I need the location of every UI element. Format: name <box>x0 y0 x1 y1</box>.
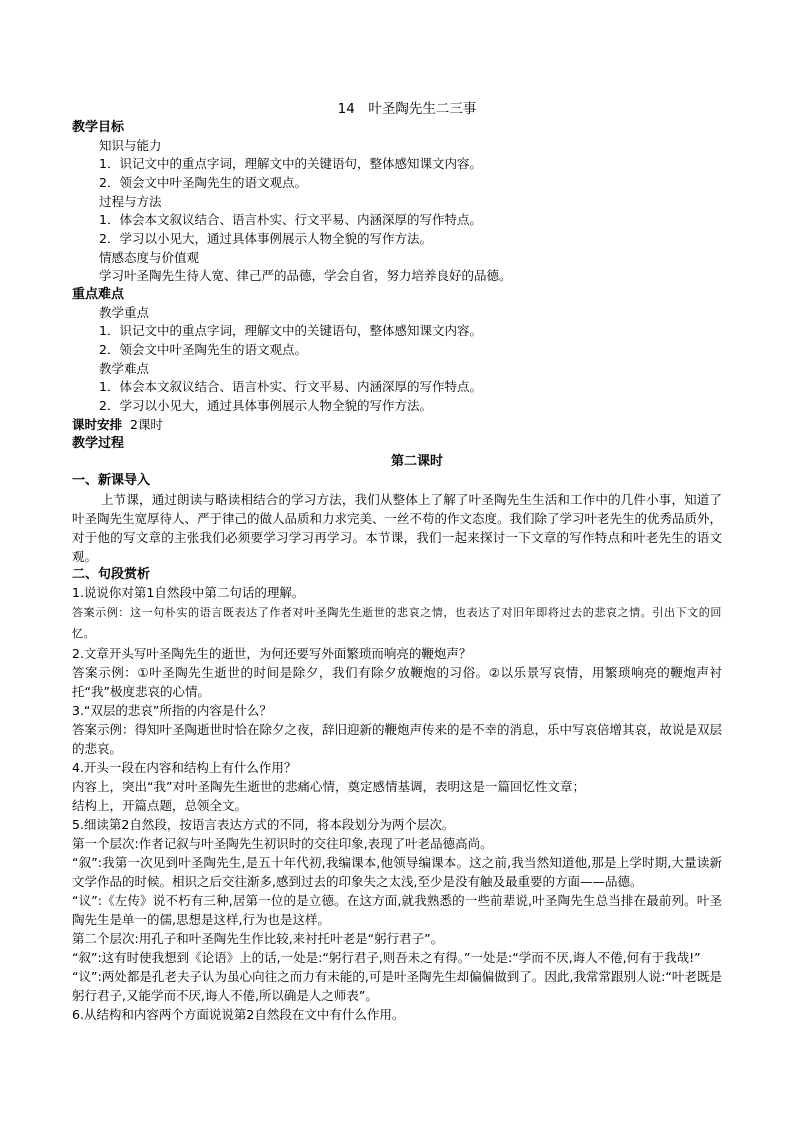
schedule-value: 2课时 <box>122 416 163 432</box>
goals-item: 2．学习以小见大，通过具体事例展示人物全貌的写作方法。 <box>99 231 432 247</box>
analysis-heading: 二、句段赏析 <box>72 566 151 582</box>
process-heading: 教学过程 <box>72 435 125 451</box>
goals-item: 学习叶圣陶先生待人宽、律己严的品德，学会自省，努力培养良好的品德。 <box>99 268 512 284</box>
difficulty-subheading: 教学难点 <box>99 360 150 376</box>
intro-paragraph: 上节课，通过朗读与略读相结合的学习方法，我们从整体上了解了叶圣陶先生生活和工作中的几件小事，知道了叶圣陶先生宽厚待人、严于律己的做人品质和力求完美、一丝不苟的作文态度。我们除了学习叶老先生的优秀品质外，对于他的写文章的主张我们必须要学习学习再学习。本节课，我们一起来探讨一下文章的写作特点和叶老先生的语文观。 <box>72 491 723 564</box>
question: 5.细读第2自然段，按语言表达方式的不同，将本段划分为两个层次。 <box>72 817 455 833</box>
schedule-line <box>72 416 722 435</box>
answer: 答案示例：①叶圣陶先生逝世的时间是除夕，我们有除夕放鞭炮的习俗。②以乐景写哀情，用繁琐响亮的鞭炮声衬托“我”极度悲哀的心情。 <box>72 665 722 700</box>
schedule-heading: 课时安排 <box>72 416 123 432</box>
goals-heading: 教学目标 <box>72 120 125 135</box>
goals-item: 1．体会本文叙议结合、语言朴实、行文平易、内涵深厚的写作特点。 <box>99 212 482 228</box>
question: 1.说说你对第1自然段中第二句话的理解。 <box>72 585 305 601</box>
lesson-title: 第二课时 <box>390 454 443 470</box>
key-points-heading: 重点难点 <box>72 287 125 303</box>
intro-heading: 一、新课导入 <box>72 473 151 489</box>
narration-two: “叙”:这有时使我想到《论语》上的话,一处是:“躬行君子,则吾未之有得。”一处是:“学而不厌,诲人不倦,何有于我哉!” <box>72 950 701 966</box>
goals-subheading-emotion: 情感态度与价值观 <box>99 249 200 265</box>
narration-one: “叙”:我第一次见到叶圣陶先生,是五十年代初,我编课本,他领导编课本。这之前,我当然知道他,那是上学时期,大量读新文学作品的时候。相识之后交往渐多,感到过去的印象失之太浅,至少是没有触及最重要的方面——品德。 <box>72 855 722 890</box>
page-title: 14 叶圣陶先生二三事 <box>337 101 477 117</box>
key-item: 2．领会文中叶圣陶先生的语文观点。 <box>99 342 307 358</box>
goals-item: 2．领会文中叶圣陶先生的语文观点。 <box>99 174 307 190</box>
question: 4.开头一段在内容和结构上有什么作用？ <box>72 760 297 776</box>
layer-one: 第一个层次:作者记叙与叶圣陶先生初识时的交往印象,表现了叶老品德高尚。 <box>72 836 493 852</box>
question: 3.“双层的悲哀”所指的内容是什么？ <box>72 703 272 719</box>
difficulty-item: 2．学习以小见大，通过具体事例展示人物全貌的写作方法。 <box>99 398 432 414</box>
answer: 答案示例：这一句朴实的语言既表达了作者对叶圣陶先生逝世的悲哀之情，也表达了对旧年即将过去的悲哀之情。引出下文的回忆。 <box>72 606 722 641</box>
argument-one: “议”:《左传》说不朽有三种,居第一位的是立德。在这方面,就我熟悉的一些前辈说,叶圣陶先生总当排在最前列。叶圣陶先生是单一的儒,思想是这样,行为也是这样。 <box>72 893 722 928</box>
argument-two: “议”:两处都是孔老夫子认为虽心向往之而力有未能的,可是叶圣陶先生却偏偏做到了。因此,我常常跟别人说:“叶老既是躬行君子,又能学而不厌,诲人不倦,所以确是人之师表”。 <box>72 969 722 1004</box>
answer-structure: 结构上，开篇点题，总领全文。 <box>72 798 248 814</box>
goals-subheading-knowledge: 知识与能力 <box>99 137 162 153</box>
question: 6.从结构和内容两个方面说说第2自然段在文中有什么作用。 <box>72 1007 405 1023</box>
answer: 答案示例：得知叶圣陶逝世时恰在除夕之夜，辞旧迎新的鞭炮声传来的是不幸的消息，乐中写哀倍增其哀，故说是双层的悲哀。 <box>72 722 723 757</box>
answer-content: 内容上，突出“我”对叶圣陶先生逝世的悲痛心情，奠定感情基调，表明这是一篇回忆性文章； <box>72 779 585 795</box>
goals-item: 1．识记文中的重点字词，理解文中的关键语句，整体感知课文内容。 <box>99 156 482 172</box>
question: 2.文章开头写叶圣陶先生的逝世，为何还要写外面繁琐而响亮的鞭炮声？ <box>72 646 472 662</box>
key-item: 1．识记文中的重点字词，理解文中的关键语句，整体感知课文内容。 <box>99 323 482 339</box>
document-page <box>72 100 722 1024</box>
key-subheading: 教学重点 <box>99 304 150 320</box>
difficulty-item: 1．体会本文叙议结合、语言朴实、行文平易、内涵深厚的写作特点。 <box>99 379 482 395</box>
layer-two: 第二个层次:用孔子和叶圣陶先生作比较,来衬托叶老是“躬行君子”。 <box>72 931 444 947</box>
goals-subheading-process: 过程与方法 <box>99 193 162 209</box>
